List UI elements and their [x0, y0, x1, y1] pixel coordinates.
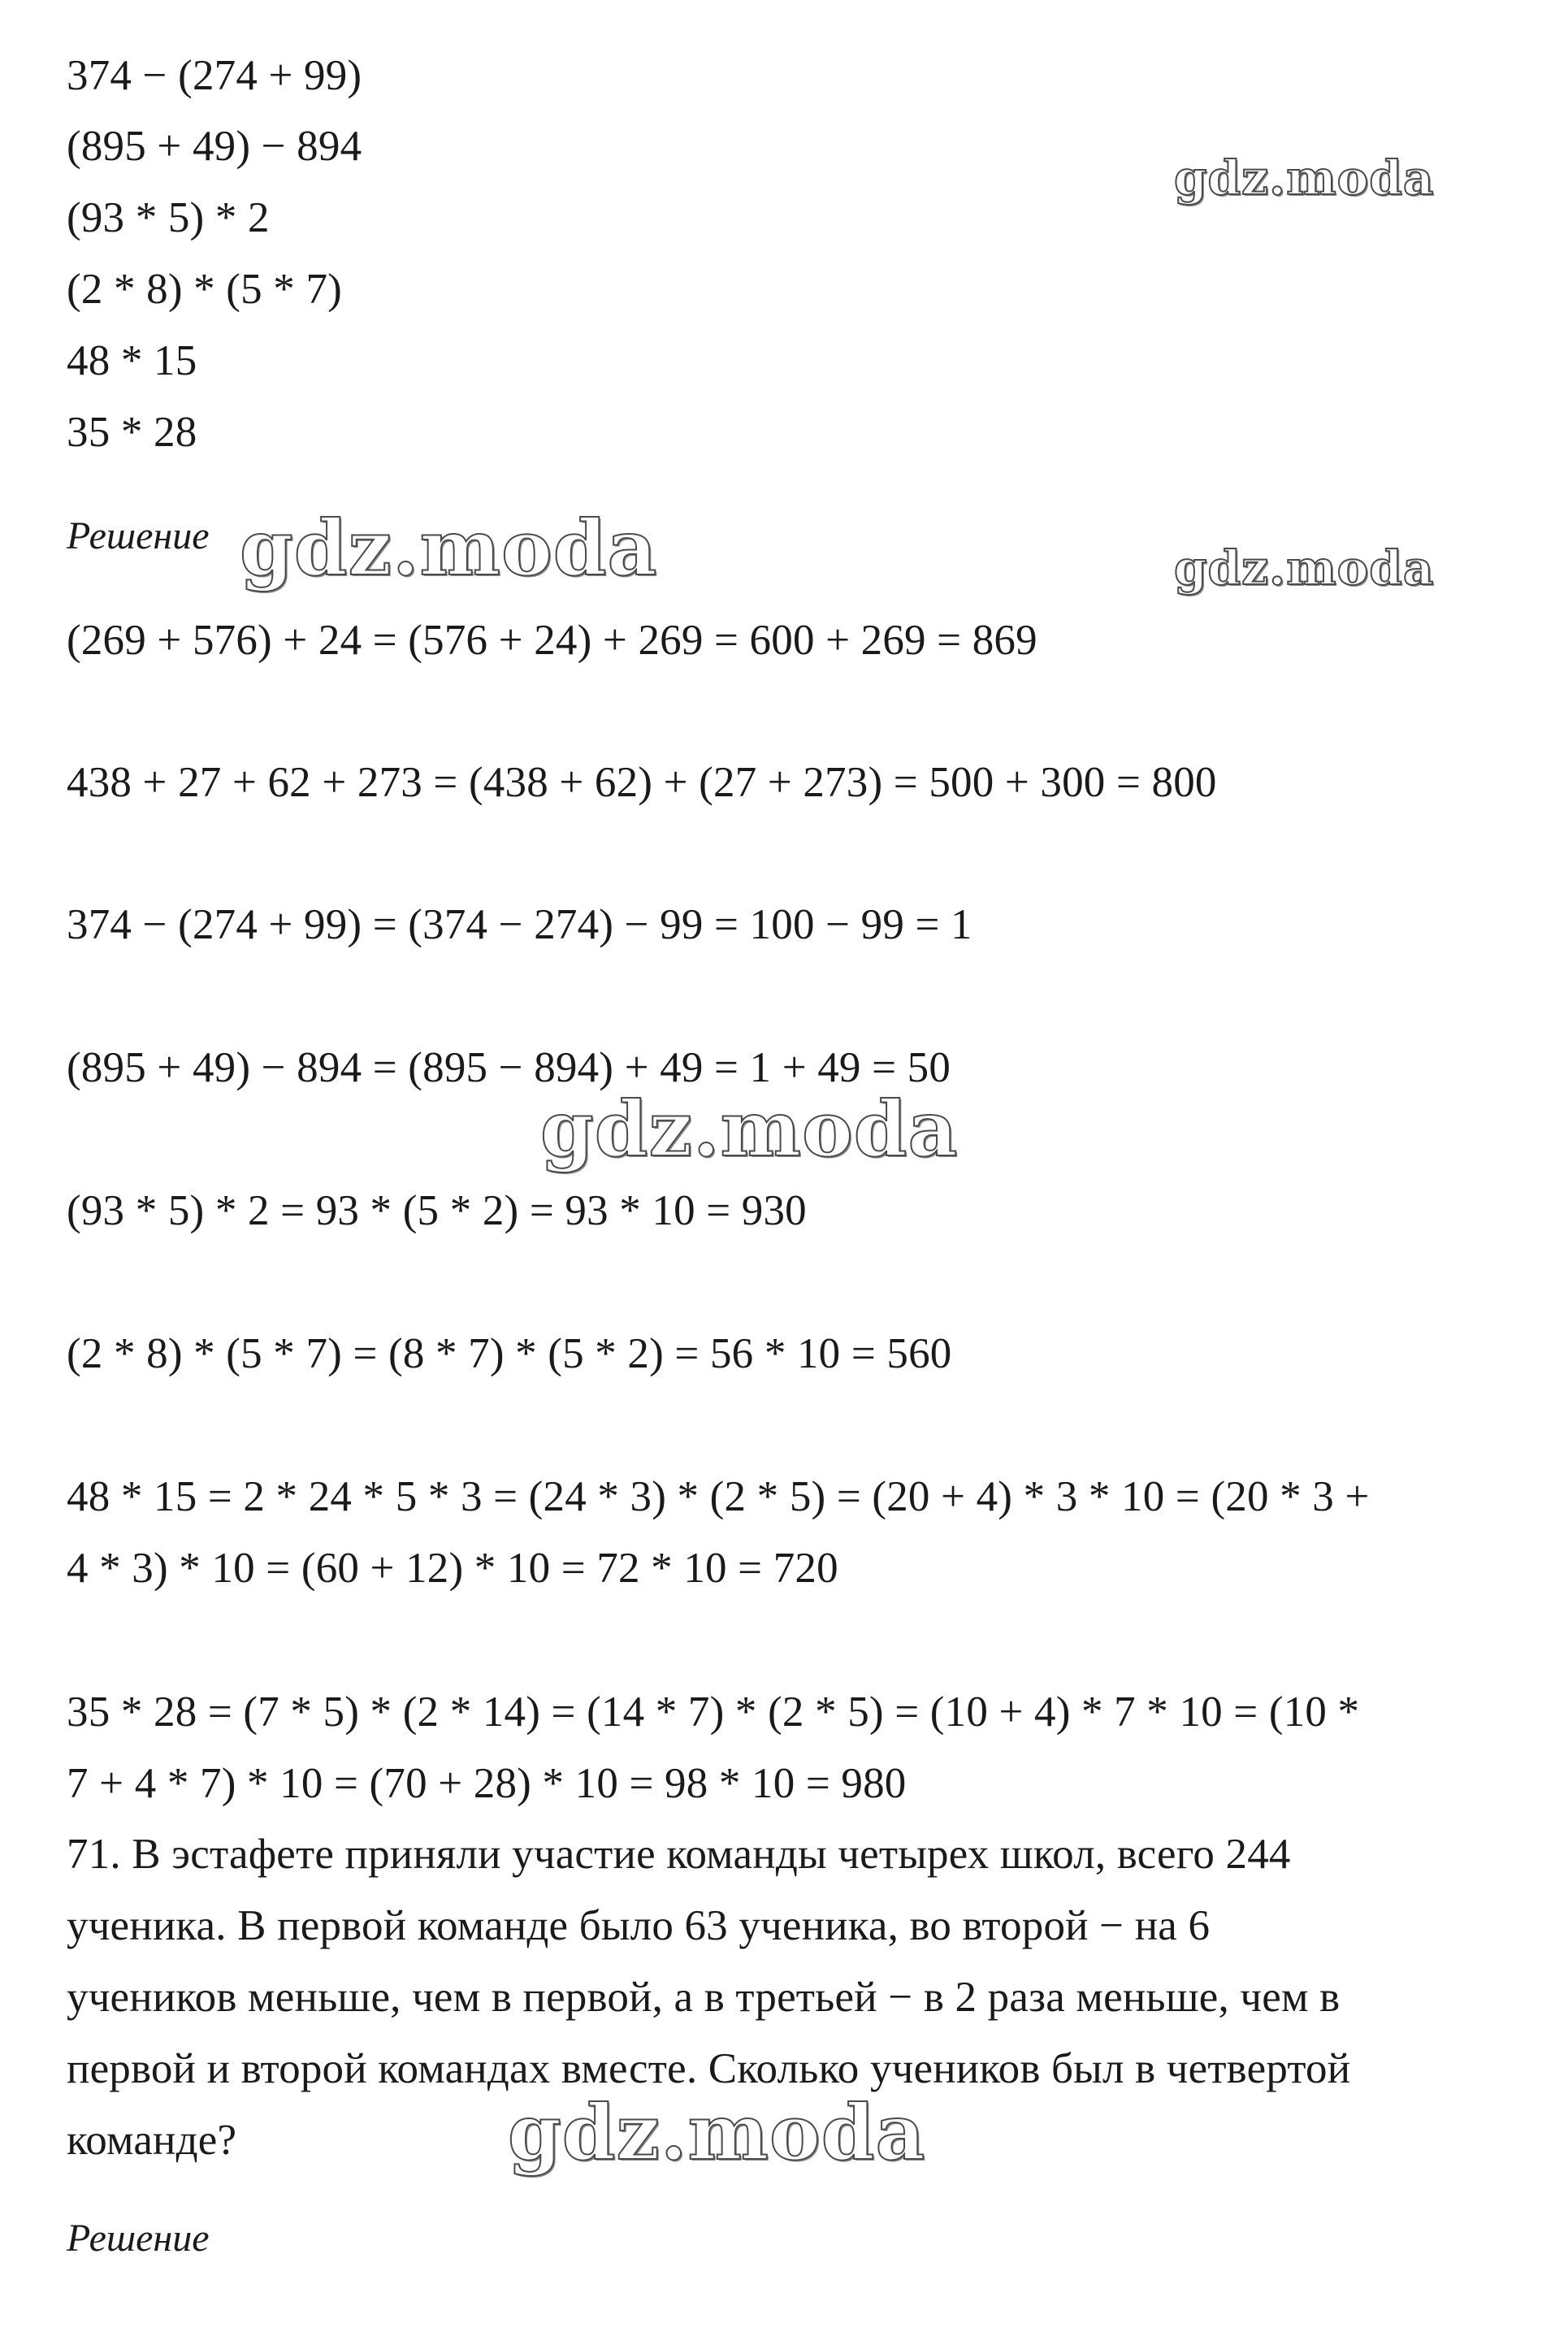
- problem-text-line: ученика. В первой команде было 63 ученика, во второй − на 6: [67, 1902, 1211, 1949]
- watermark: gdz.moda: [240, 504, 658, 593]
- solution-line: 48 * 15 = 2 * 24 * 5 * 3 = (24 * 3) * (2 * 5) = (20 + 4) * 3 * 10 = (20 * 3 +: [67, 1473, 1370, 1520]
- watermark: gdz.moda: [508, 2088, 926, 2178]
- solution-line: 374 − (274 + 99) = (374 − 274) − 99 = 100 − 99 = 1: [67, 901, 972, 948]
- solution-line: (269 + 576) + 24 = (576 + 24) + 269 = 600 + 269 = 869: [67, 617, 1037, 664]
- solution-line: 4 * 3) * 10 = (60 + 12) * 10 = 72 * 10 = 720: [67, 1545, 838, 1592]
- problem-text-line: учеников меньше, чем в первой, а в третьей − в 2 раза меньше, чем в: [67, 1974, 1341, 2021]
- problem-text-line: 71. В эстафете приняли участие команды четырех школ, всего 244: [67, 1831, 1291, 1878]
- problem-text-line: команде?: [67, 2117, 237, 2164]
- solution-label: Решение: [67, 514, 210, 557]
- watermark: gdz.moda: [1174, 540, 1435, 596]
- solution-line: (2 * 8) * (5 * 7) = (8 * 7) * (5 * 2) = 56 * 10 = 560: [67, 1330, 952, 1377]
- solution-line: 35 * 28 = (7 * 5) * (2 * 14) = (14 * 7) * (2 * 5) = (10 + 4) * 7 * 10 = (10 *: [67, 1688, 1360, 1736]
- expression-line: 35 * 28: [67, 409, 197, 456]
- expression-line: 48 * 15: [67, 337, 197, 384]
- expression-line: (2 * 8) * (5 * 7): [67, 266, 342, 313]
- solution-label: Решение: [67, 2217, 210, 2260]
- solution-line: (895 + 49) − 894 = (895 − 894) + 49 = 1 + 49 = 50: [67, 1044, 951, 1091]
- solution-line: 7 + 4 * 7) * 10 = (70 + 28) * 10 = 98 * 10 = 980: [67, 1760, 907, 1807]
- watermark: gdz.moda: [1174, 150, 1435, 206]
- problem-text-line: первой и второй командах вместе. Сколько учеников был в четвертой: [67, 2045, 1351, 2092]
- expression-line: (93 * 5) * 2: [67, 194, 270, 241]
- solution-line: (93 * 5) * 2 = 93 * (5 * 2) = 93 * 10 = 930: [67, 1187, 807, 1234]
- expression-line: 374 − (274 + 99): [67, 52, 362, 99]
- watermark: gdz.moda: [540, 1085, 959, 1174]
- solution-line: 438 + 27 + 62 + 273 = (438 + 62) + (27 + 273) = 500 + 300 = 800: [67, 759, 1217, 806]
- expression-line: (895 + 49) − 894: [67, 123, 362, 170]
